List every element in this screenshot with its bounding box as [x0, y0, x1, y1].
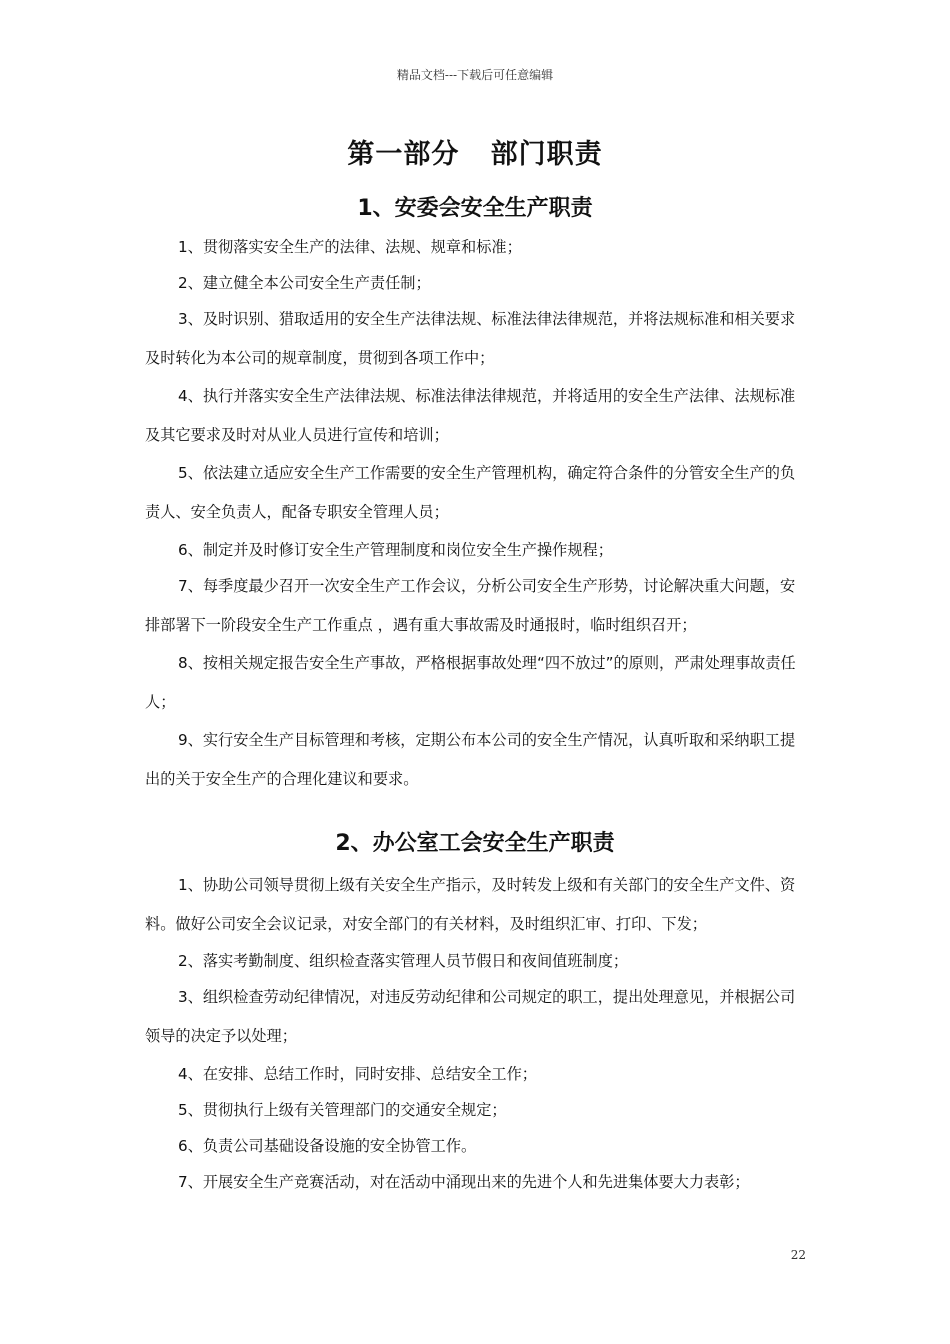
section-1-item-4: 4、执行并落实安全生产法律法规、标准法律法律规范，并将适用的安全生产法律、法规标准及其它要求及时对从业人员进行宣传和培训；: [145, 387, 796, 444]
section-2-item-2: 2、落实考勤制度、组织检查落实管理人员节假日和夜间值班制度；: [178, 952, 629, 970]
part-title: 第一部分 部门职责: [347, 139, 603, 170]
section-2-item-3: 3、组织检查劳动纪律情况，对违反劳动纪律和公司规定的职工，提出处理意见，并根据公司领导的决定予以处理；: [145, 988, 796, 1045]
page-header: 精品文档---下载后可任意编辑: [396, 68, 554, 82]
section-1-item-2: 2、建立健全本公司安全生产责任制；: [178, 274, 431, 292]
section-2-item-7: 7、开展安全生产竞赛活动，对在活动中涌现出来的先进个人和先进集体要大力表彰；: [178, 1173, 750, 1191]
section-1-item-8: 8、按相关规定报告安全生产事故，严格根据事故处理“四不放过”的原则，严肃处理事故责任人；: [145, 654, 796, 711]
section-2-title: 2、办公室工会安全生产职责: [335, 831, 615, 856]
section-1-title: 1、安委会安全生产职责: [357, 196, 593, 221]
section-1-item-1: 1、贯彻落实安全生产的法律、法规、规章和标准；: [178, 238, 522, 256]
section-1-item-3: 3、及时识别、猎取适用的安全生产法律法规、标准法律法律规范，并将法规标准和相关要求及时转化为本公司的规章制度，贯彻到各项工作中；: [145, 310, 796, 367]
section-2-item-4: 4、在安排、总结工作时，同时安排、总结安全工作；: [178, 1065, 537, 1083]
section-1-item-5: 5、依法建立适应安全生产工作需要的安全生产管理机构，确定符合条件的分管安全生产的负责人、安全负责人，配备专职安全管理人员；: [145, 464, 796, 521]
section-2-item-6: 6、负责公司基础设备设施的安全协管工作。: [178, 1137, 477, 1155]
page-number: 22: [790, 1248, 806, 1262]
section-2-item-1: 1、协助公司领导贯彻上级有关安全生产指示，及时转发上级和有关部门的安全生产文件、资料。做好公司安全会议记录，对安全部门的有关材料，及时组织汇审、打印、下发；: [145, 876, 796, 933]
section-1-item-6: 6、制定并及时修订安全生产管理制度和岗位安全生产操作规程；: [178, 541, 613, 559]
section-1-item-9: 9、实行安全生产目标管理和考核，定期公布本公司的安全生产情况，认真听取和采纳职工提出的关于安全生产的合理化建议和要求。: [145, 731, 796, 788]
section-1-item-7: 7、每季度最少召开一次安全生产工作会议，分析公司安全生产形势，讨论解决重大问题，安排部署下一阶段安全生产工作重点 ，遇有重大事故需及时通报时，临时组织召开；: [145, 577, 796, 634]
section-2-item-5: 5、贯彻执行上级有关管理部门的交通安全规定；: [178, 1101, 507, 1119]
